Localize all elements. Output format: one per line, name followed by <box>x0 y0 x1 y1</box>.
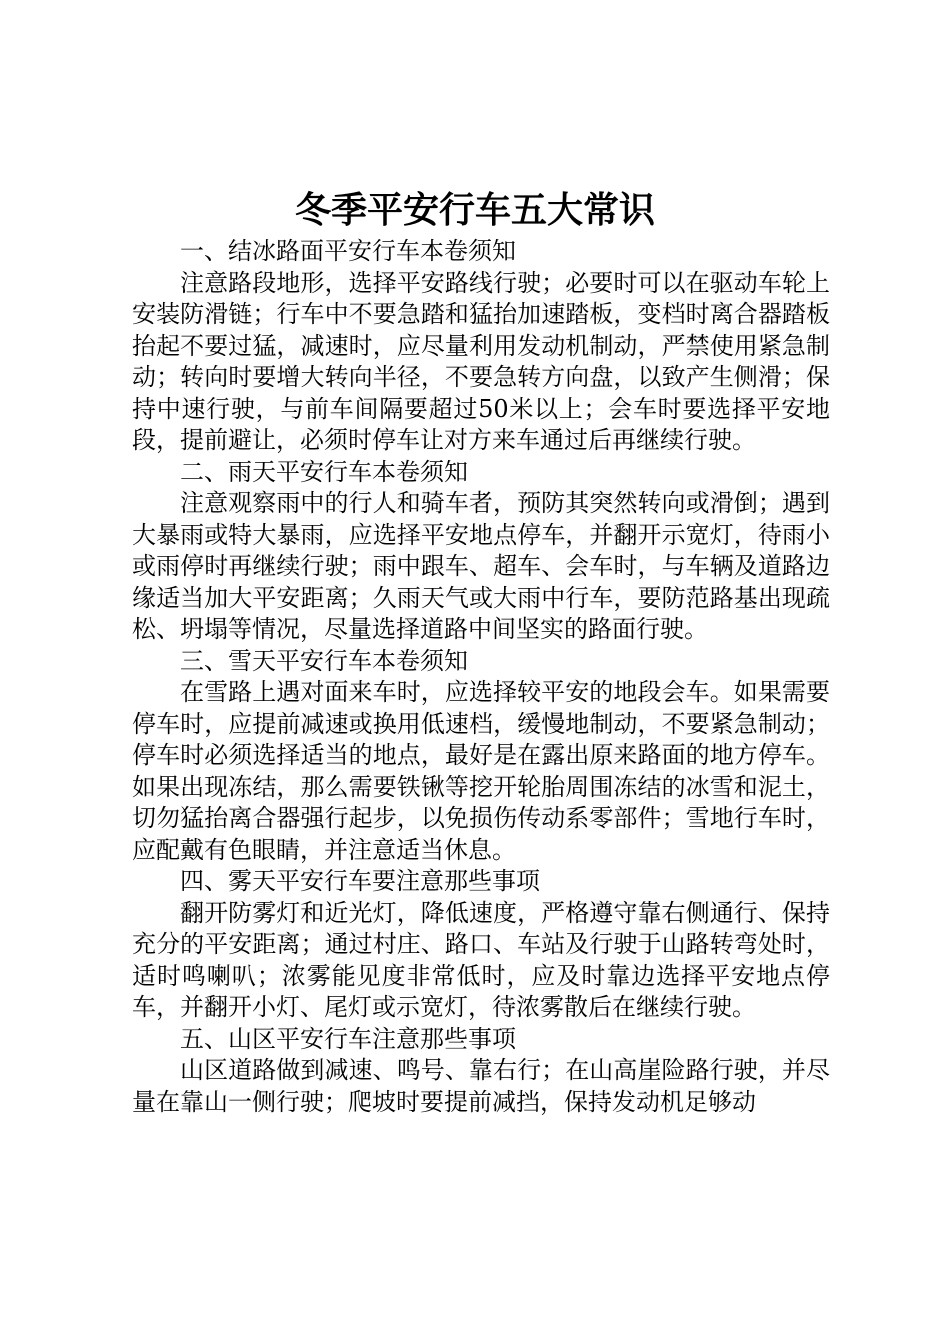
section-body-3: 在雪路上遇对面来车时，应选择较平安的地段会车。如果需要停车时，应提前减速或换用低速档，缓慢地制动，不要紧急制动；停车时必须选择适当的地点，最好是在露出原来路面的地方停车。如果出现冻结，那么需要铁锹等挖开轮胎周围冻结的冰雪和泥土，切勿猛抬离合器强行起步，以免损伤传动系零部件；雪地行车时，应配戴有色眼睛，并注意适当休息。 <box>132 678 830 864</box>
section-heading-4: 四、雾天平安行车要注意那些事项 <box>180 867 540 895</box>
section-body-1: 注意路段地形，选择平安路线行驶；必要时可以在驱动车轮上安装防滑链；行车中不要急踏和猛抬加速踏板，变档时离合器踏板抬起不要过猛，减速时，应尽量利用发动机制动，严禁使用紧急制动；转向时要增大转向半径，不要急转方向盘，以致产生侧滑；保持中速行驶，与前车间隔要超过50米以上；会车时要选择平安地段，提前避让，必须时停车让对方来车通过后再继续行驶。 <box>132 268 830 454</box>
section-body-2: 注意观察雨中的行人和骑车者，预防其突然转向或滑倒；遇到大暴雨或特大暴雨，应选择平安地点停车，并翻开示宽灯，待雨小或雨停时再继续行驶；雨中跟车、超车、会车时，与车辆及道路边缘适当加大平安距离；久雨天气或大雨中行车，要防范路基出现疏松、坍塌等情况，尽量选择道路中间坚实的路面行驶。 <box>132 489 830 643</box>
section-body-5: 山区道路做到减速、鸣号、靠右行；在山高崖险路行驶，并尽量在靠山一侧行驶；爬坡时要提前减挡，保持发动机足够动 <box>132 1056 830 1116</box>
document-body <box>132 236 830 1118</box>
section-heading-5: 五、山区平安行车注意那些事项 <box>180 1024 516 1053</box>
section-heading-3: 三、雪天平安行车本卷须知 <box>180 646 468 675</box>
section-body-4: 翻开防雾灯和近光灯，降低速度，严格遵守靠右侧通行、保持充分的平安距离；通过村庄、路口、车站及行驶于山路转弯处时，适时鸣喇叭；浓雾能见度非常低时，应及时靠边选择平安地点停车，并翻开小灯、尾灯或示宽灯，待浓雾散后在继续行驶。 <box>132 898 830 1021</box>
page-title: 冬季平安行车五大常识 <box>294 189 655 231</box>
section-heading-1: 一、结冰路面平安行车本卷须知 <box>180 237 516 265</box>
section-heading-2: 二、雨天平安行车本卷须知 <box>180 457 468 486</box>
